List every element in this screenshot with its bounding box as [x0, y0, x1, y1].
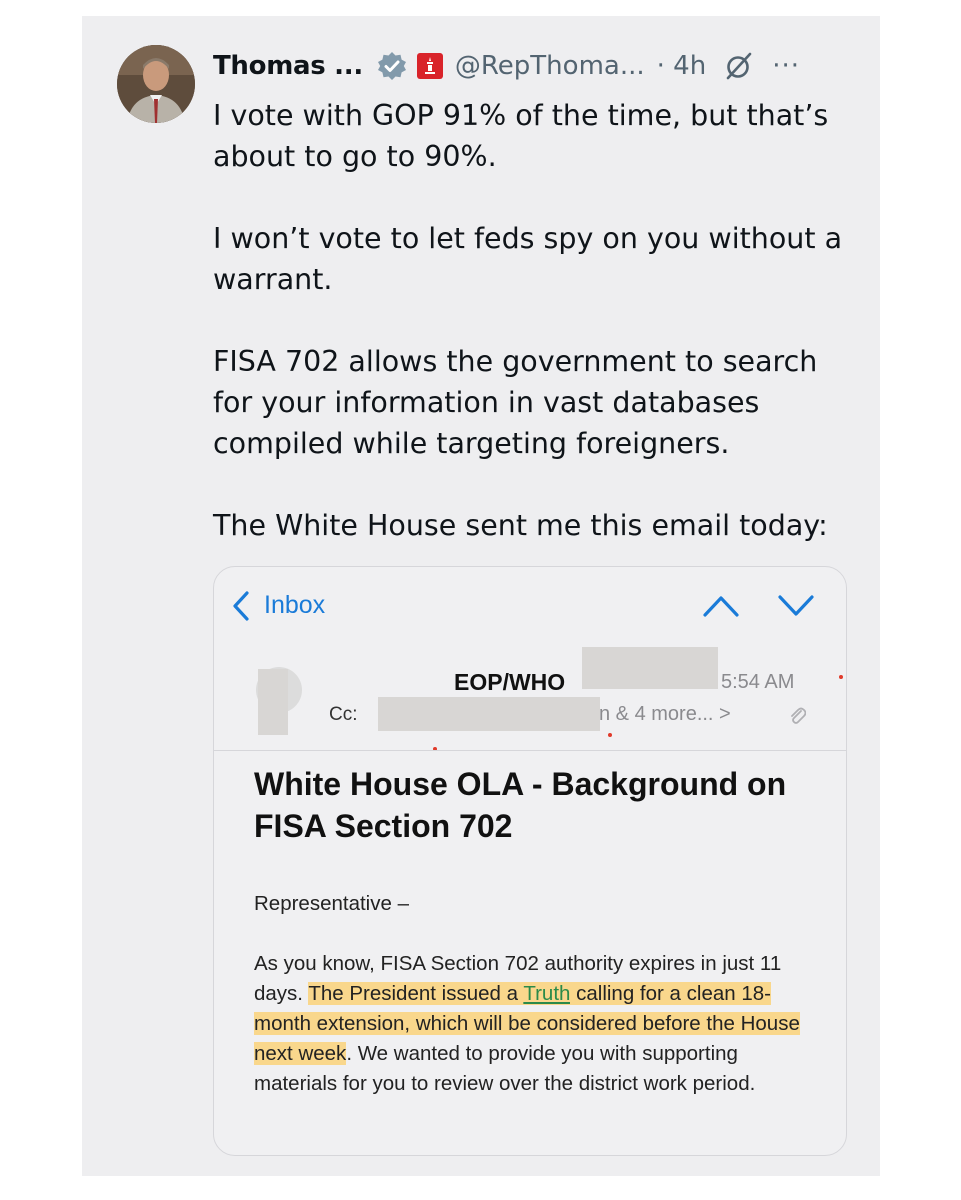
email-sender[interactable]: EOP/WHO	[454, 669, 566, 695]
highlighted-text: The President issued a	[308, 982, 524, 1005]
tweet-paragraph: I vote with GOP 91% of the time, but that’s about to go to 90%.	[213, 99, 829, 173]
red-dot	[839, 675, 843, 679]
truth-link[interactable]: Truth	[523, 982, 571, 1005]
tweet-header	[213, 44, 853, 88]
email-time: 5:54 AM	[721, 671, 795, 693]
tweet-paragraph: The White House sent me this email today:	[213, 509, 828, 542]
chevron-left-icon[interactable]	[230, 589, 252, 623]
red-dot	[608, 733, 612, 737]
tweet-text	[213, 95, 853, 546]
government-flag-icon	[417, 53, 443, 79]
body-text: As you know, FISA Section 702 authority expires in just 11 days.	[254, 952, 782, 1005]
tweet-time[interactable]: · 4h	[656, 51, 707, 81]
email-nav-bar	[214, 567, 846, 651]
redaction	[582, 647, 718, 689]
greeting-text: Representative –	[254, 892, 409, 915]
tweet-paragraph: FISA 702 allows the government to search for your information in vast databases compiled while targeting foreigners.	[213, 345, 818, 460]
redaction	[258, 669, 288, 735]
cc-more-link[interactable]: n & 4 more... >	[599, 703, 731, 725]
cc-label: Cc:	[329, 704, 358, 725]
body-text: . We wanted to provide you with supporting materials for you to review over the district work period.	[254, 1042, 756, 1095]
divider	[214, 750, 846, 751]
author-handle[interactable]: @RepThoma...	[454, 51, 645, 81]
grok-icon[interactable]	[724, 51, 754, 81]
email-greeting	[254, 889, 824, 919]
tweet-paragraph: I won’t vote to let feds spy on you without a warrant.	[213, 222, 843, 296]
chevron-up-icon[interactable]	[702, 593, 740, 619]
inbox-back-link[interactable]: Inbox	[264, 591, 326, 619]
chevron-down-icon[interactable]	[777, 593, 815, 619]
author-name[interactable]: Thomas ...	[213, 51, 363, 81]
verified-badge-icon	[377, 51, 407, 81]
paperclip-icon	[788, 705, 806, 725]
email-body	[254, 949, 824, 1099]
more-icon[interactable]: ···	[772, 51, 800, 81]
email-screenshot[interactable]	[213, 566, 847, 1156]
redaction	[378, 697, 600, 731]
author-avatar[interactable]	[117, 45, 195, 123]
email-subject: White House OLA - Background on FISA Section 702	[254, 766, 787, 844]
highlighted-text: calling for a clean 18-month extension, which will be considered before the House next week	[254, 982, 800, 1065]
